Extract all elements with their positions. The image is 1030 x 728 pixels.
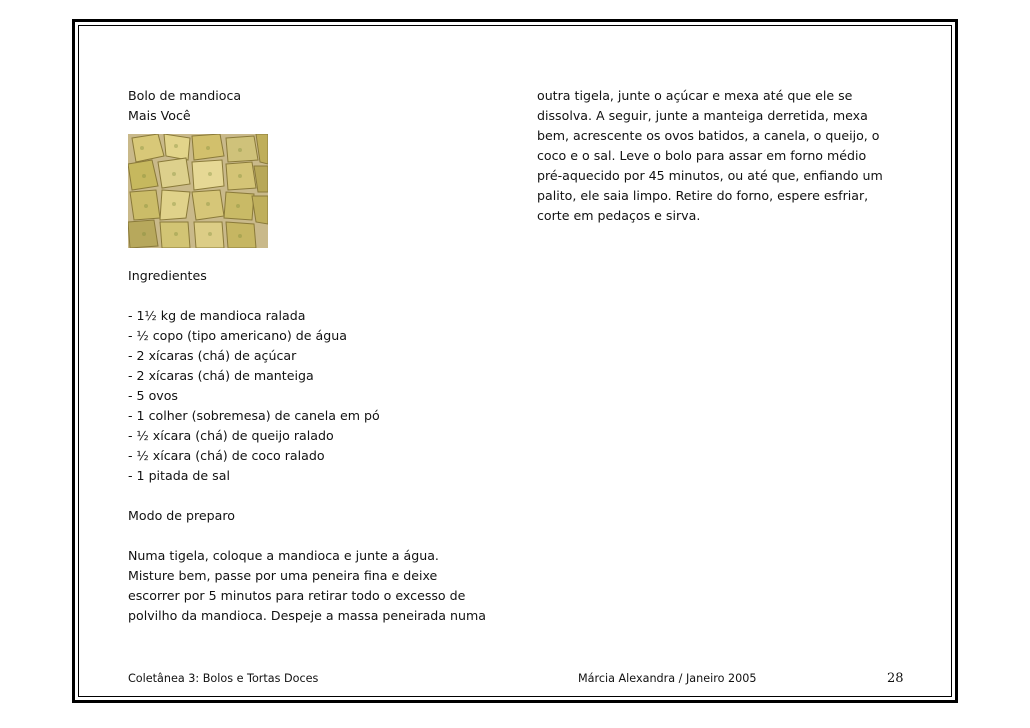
method-line: bem, acrescente os ovos batidos, a canela, o queijo, o	[537, 128, 880, 143]
method-line: palito, ele saia limpo. Retire do forno, espere esfriar,	[537, 188, 869, 203]
spacer	[128, 486, 528, 506]
method-line: outra tigela, junte o açúcar e mexa até que ele se	[537, 88, 853, 103]
ingredient-item: - 5 ovos	[128, 388, 178, 403]
ingredient-item: - 1½ kg de mandioca ralada	[128, 308, 306, 323]
method-line: corte em pedaços e sirva.	[537, 208, 701, 223]
ingredient-item: - 1 pitada de sal	[128, 468, 230, 483]
footer-collection: Coletânea 3: Bolos e Tortas Doces	[128, 672, 319, 685]
cassava-cake-photo	[128, 134, 268, 248]
method-line: coco e o sal. Leve o bolo para assar em forno médio	[537, 148, 867, 163]
method-line: dissolva. A seguir, junte a manteiga derretida, mexa	[537, 108, 868, 123]
method-line: Numa tigela, coloque a mandioca e junte a água.	[128, 548, 439, 563]
ingredient-item: - ½ xícara (chá) de coco ralado	[128, 448, 325, 463]
recipe-source: Mais Você	[128, 108, 191, 123]
footer-author-date: Márcia Alexandra / Janeiro 2005	[578, 672, 757, 685]
recipe-title: Bolo de mandioca	[128, 88, 242, 103]
ingredient-item: - 2 xícaras (chá) de manteiga	[128, 368, 314, 383]
method-line: polvilho da mandioca. Despeje a massa peneirada numa	[128, 608, 486, 623]
left-column	[128, 86, 528, 626]
ingredient-item: - 2 xícaras (chá) de açúcar	[128, 348, 297, 363]
method-line: escorrer por 5 minutos para retirar todo o excesso de	[128, 588, 466, 603]
method-text-left	[128, 546, 528, 626]
ingredients-list	[128, 306, 528, 486]
method-line: Misture bem, passe por uma peneira fina e deixe	[128, 568, 438, 583]
ingredient-item: - 1 colher (sobremesa) de canela em pó	[128, 408, 380, 423]
method-heading: Modo de preparo	[128, 508, 235, 523]
ingredient-item: - ½ copo (tipo americano) de água	[128, 328, 347, 343]
page-number: 28	[887, 671, 904, 686]
spacer	[128, 526, 528, 546]
right-column	[537, 86, 907, 226]
spacer	[128, 286, 528, 306]
ingredients-heading: Ingredientes	[128, 268, 207, 283]
ingredient-item: - ½ xícara (chá) de queijo ralado	[128, 428, 334, 443]
method-line: pré-aquecido por 45 minutos, ou até que, enfiando um	[537, 168, 883, 183]
